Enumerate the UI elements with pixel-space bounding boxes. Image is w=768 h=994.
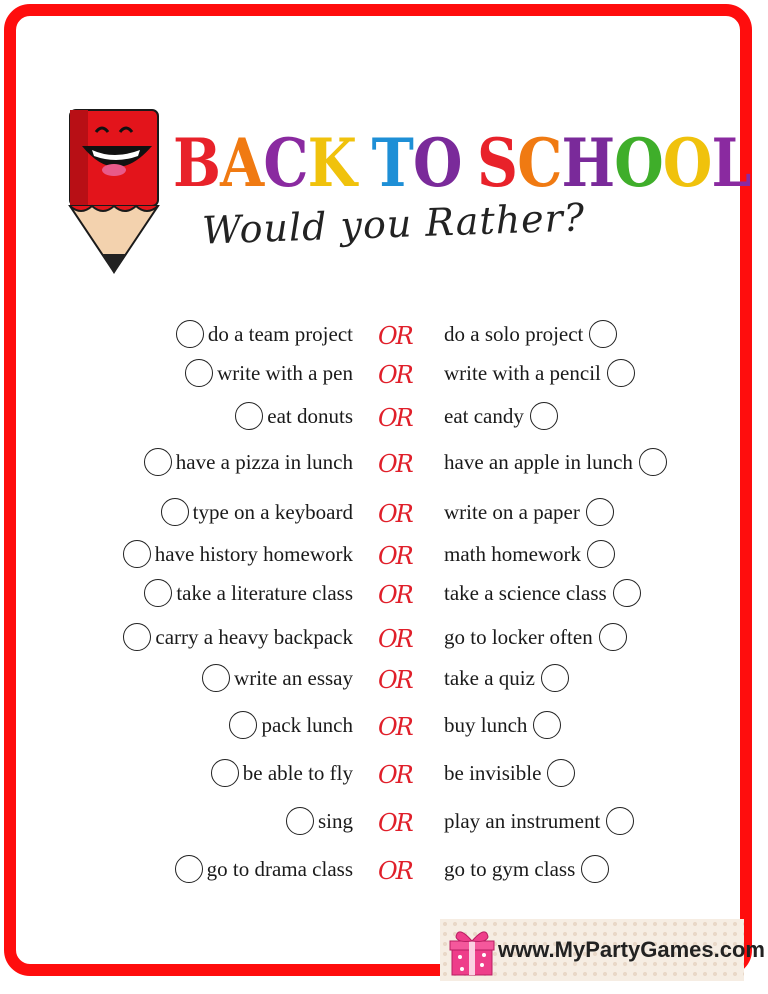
title-letter: B: [173, 124, 221, 202]
left-choice-circle[interactable]: [286, 807, 314, 835]
right-option-text: math homework: [444, 542, 582, 566]
right-choice-circle[interactable]: [589, 320, 617, 348]
left-choice-circle[interactable]: [185, 359, 213, 387]
left-choice-circle[interactable]: [211, 759, 239, 787]
right-option-text: be invisible: [444, 761, 542, 785]
title-letter: K: [307, 124, 357, 202]
right-option-text: write on a paper: [444, 500, 580, 524]
left-choice-circle[interactable]: [123, 540, 151, 568]
or-label: OR: [378, 761, 412, 789]
question-row: [0, 709, 768, 749]
page-subtitle: Would you Rather?: [201, 195, 586, 253]
left-option-text: have history homework: [154, 542, 353, 566]
right-option-text: go to locker often: [444, 625, 593, 649]
title-letter: O: [412, 124, 462, 202]
or-label: OR: [378, 361, 412, 389]
question-row: [0, 357, 768, 397]
title-letter: S: [477, 124, 518, 202]
question-row: [0, 621, 768, 661]
left-option-text: take a literature class: [176, 581, 353, 605]
left-choice-circle[interactable]: [123, 623, 151, 651]
question-row: [0, 446, 768, 486]
question-row: [0, 318, 768, 358]
left-choice-circle[interactable]: [235, 402, 263, 430]
question-row: [0, 400, 768, 440]
right-choice-circle[interactable]: [547, 759, 575, 787]
left-option-text: eat donuts: [267, 404, 353, 428]
title-letter: C: [263, 124, 308, 202]
left-option-text: go to drama class: [206, 857, 353, 881]
left-option-text: pack lunch: [261, 713, 353, 737]
left-choice-circle[interactable]: [202, 664, 230, 692]
left-choice-circle[interactable]: [144, 448, 172, 476]
question-row: [0, 577, 768, 617]
title-letter: L: [711, 124, 751, 202]
left-choice-circle[interactable]: [175, 855, 203, 883]
question-row: [0, 662, 768, 702]
right-option-text: go to gym class: [444, 857, 576, 881]
title-letter: O: [614, 124, 663, 202]
question-row: [0, 853, 768, 893]
right-option-text: have an apple in lunch: [444, 450, 633, 474]
right-option-text: eat candy: [444, 404, 524, 428]
question-row: [0, 538, 768, 578]
left-option-text: have a pizza in lunch: [175, 450, 353, 474]
pencil-mascot-icon: [66, 104, 162, 282]
gift-icon: [448, 925, 496, 977]
question-row: [0, 496, 768, 536]
title-letter: H: [561, 124, 615, 202]
right-option-text: take a quiz: [444, 666, 535, 690]
or-label: OR: [378, 809, 412, 837]
right-choice-circle[interactable]: [581, 855, 609, 883]
left-choice-circle[interactable]: [229, 711, 257, 739]
left-choice-circle[interactable]: [161, 498, 189, 526]
left-choice-circle[interactable]: [144, 579, 172, 607]
left-choice-circle[interactable]: [176, 320, 204, 348]
title-letter: A: [220, 124, 264, 202]
or-label: OR: [378, 322, 412, 350]
or-label: OR: [378, 500, 412, 528]
right-choice-circle[interactable]: [587, 540, 615, 568]
or-label: OR: [378, 450, 412, 478]
title-letter: T: [371, 124, 413, 202]
left-option-text: write with a pen: [217, 361, 353, 385]
left-option-text: be able to fly: [242, 761, 353, 785]
right-option-text: buy lunch: [444, 713, 528, 737]
right-option-text: write with a pencil: [444, 361, 601, 385]
right-option-text: play an instrument: [444, 809, 601, 833]
or-label: OR: [378, 625, 412, 653]
right-choice-circle[interactable]: [541, 664, 569, 692]
page-title: [173, 126, 751, 200]
left-option-text: type on a keyboard: [192, 500, 353, 524]
title-letter: O: [662, 124, 712, 202]
right-choice-circle[interactable]: [606, 807, 634, 835]
title-letter: C: [517, 124, 562, 202]
right-choice-circle[interactable]: [533, 711, 561, 739]
right-choice-circle[interactable]: [586, 498, 614, 526]
or-label: OR: [378, 713, 412, 741]
or-label: OR: [378, 857, 412, 885]
question-row: [0, 805, 768, 845]
brand-url: www.MyPartyGames.com: [498, 937, 765, 962]
brand-banner: [440, 919, 765, 981]
left-option-text: write an essay: [234, 666, 353, 690]
or-label: OR: [378, 666, 412, 694]
right-choice-circle[interactable]: [530, 402, 558, 430]
question-row: [0, 757, 768, 797]
left-option-text: sing: [317, 809, 353, 833]
right-choice-circle[interactable]: [613, 579, 641, 607]
right-choice-circle[interactable]: [599, 623, 627, 651]
right-choice-circle[interactable]: [607, 359, 635, 387]
left-option-text: do a team project: [207, 322, 353, 346]
right-option-text: take a science class: [444, 581, 607, 605]
or-label: OR: [378, 542, 412, 570]
or-label: OR: [378, 581, 412, 609]
left-option-text: carry a heavy backpack: [155, 625, 353, 649]
right-choice-circle[interactable]: [639, 448, 667, 476]
or-label: OR: [378, 404, 412, 432]
right-option-text: do a solo project: [444, 322, 584, 346]
